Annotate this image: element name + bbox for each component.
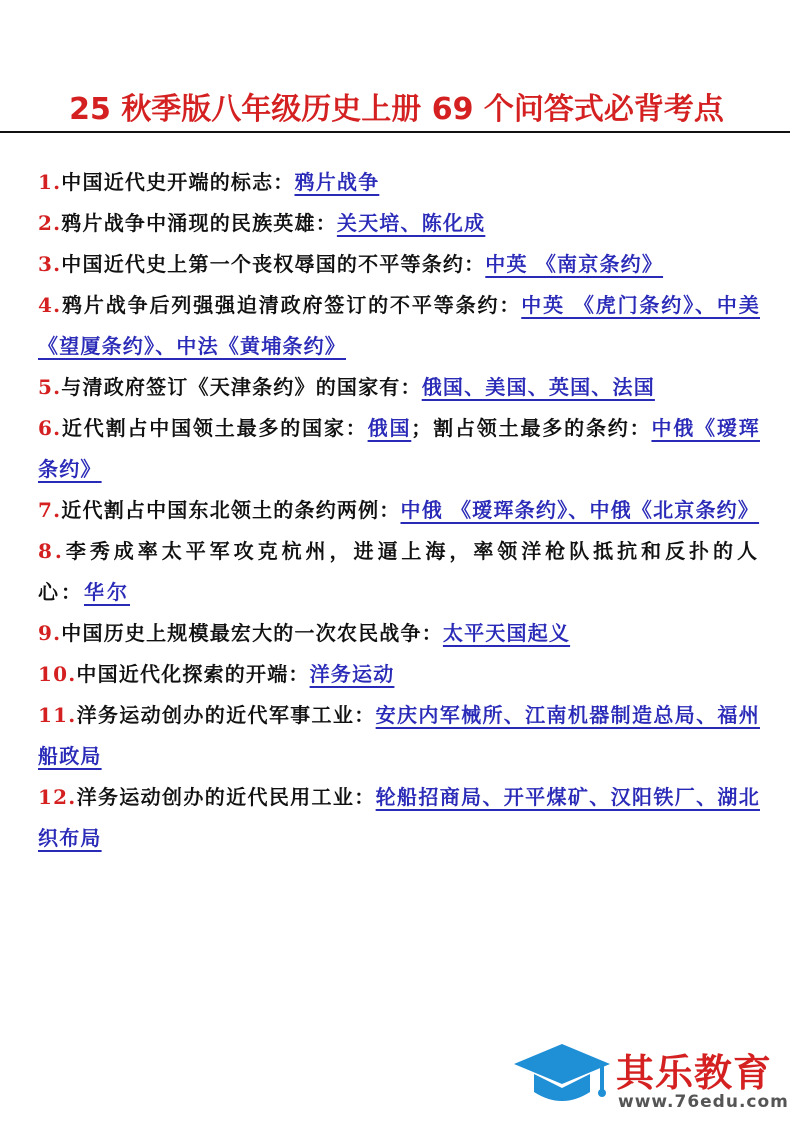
item-answer-part-2: 中俄《瑷珲条约》: [38, 416, 760, 481]
brand-name: 其乐教育: [616, 1051, 773, 1095]
qa-item-7: [38, 490, 760, 531]
qa-item-4: [38, 285, 760, 367]
item-question: 中国近代史开端的标志：: [61, 170, 295, 194]
item-answer: 太平天国起义: [442, 621, 571, 645]
item-answer: 俄国、美国、英国、法国: [421, 375, 655, 399]
title-divider: [0, 131, 790, 133]
brand-watermark: [512, 1040, 787, 1115]
item-question: 洋务运动创办的近代军事工业：: [76, 703, 376, 727]
item-number: 7.: [38, 498, 62, 522]
item-question: 李秀成率太平军攻克杭州，进逼上海，率领洋枪队抵抗和反扑的人心：: [38, 539, 760, 604]
item-question: 中国近代化探索的开端：: [76, 662, 310, 686]
item-question: 与清政府签订《天津条约》的国家有：: [61, 375, 422, 399]
qa-item-9: [38, 613, 760, 654]
item-number: 2.: [38, 211, 62, 235]
item-answer: 关天培、陈化成: [336, 211, 486, 235]
brand-url: www.76edu.com: [618, 1092, 789, 1112]
qa-item-8: [38, 531, 760, 613]
item-question: 近代割占中国东北领土的条约两例：: [61, 498, 401, 522]
item-number: 8.: [38, 539, 65, 563]
qa-item-12: [38, 777, 760, 859]
item-answer: 洋务运动: [309, 662, 395, 686]
item-number: 3.: [38, 252, 62, 276]
item-answer: 轮船招商局、开平煤矿、汉阳铁厂、湖北织布局: [38, 785, 760, 850]
item-question: 中国近代史上第一个丧权辱国的不平等条约：: [61, 252, 486, 276]
item-number: 1.: [38, 170, 62, 194]
item-number: 4.: [38, 293, 62, 317]
item-number: 12.: [38, 785, 77, 809]
item-question: 洋务运动创办的近代民用工业：: [76, 785, 376, 809]
item-number: 11.: [38, 703, 77, 727]
item-number: 9.: [38, 621, 62, 645]
item-answer: 安庆内军械所、江南机器制造总局、福州船政局: [38, 703, 760, 768]
item-answer: 中英 《南京条约》: [485, 252, 664, 276]
qa-item-5: [38, 367, 760, 408]
item-answer: 中俄 《瑷珲条约》、中俄《北京条约》: [400, 498, 760, 522]
item-number: 5.: [38, 375, 62, 399]
item-number: 10.: [38, 662, 77, 686]
qa-list: [38, 162, 760, 859]
item-number: 6.: [38, 416, 62, 440]
qa-item-1: [38, 162, 760, 203]
item-answer: 中英 《虎门条约》、中美《望厦条约》、中法《黄埔条约》: [38, 293, 760, 358]
item-question: 近代割占中国领土最多的国家：: [61, 416, 368, 440]
item-answer: 华尔: [84, 580, 130, 604]
qa-item-2: [38, 203, 760, 244]
item-question: 中国历史上规模最宏大的一次农民战争：: [61, 621, 443, 645]
item-question-part-2: ；割占领土最多的条约：: [411, 416, 652, 440]
graduation-cap-icon: [512, 1040, 612, 1115]
qa-item-10: [38, 654, 760, 695]
page-title: 25 秋季版八年级历史上册 69 个问答式必背考点: [69, 92, 724, 128]
qa-item-11: [38, 695, 760, 777]
item-answer: 俄国: [367, 416, 412, 440]
qa-item-3: [38, 244, 760, 285]
item-question: 鸦片战争中涌现的民族英雄：: [61, 211, 337, 235]
qa-item-6: [38, 408, 760, 490]
item-answer: 鸦片战争: [294, 170, 380, 194]
item-question: 鸦片战争后列强强迫清政府签订的不平等条约：: [61, 293, 522, 317]
